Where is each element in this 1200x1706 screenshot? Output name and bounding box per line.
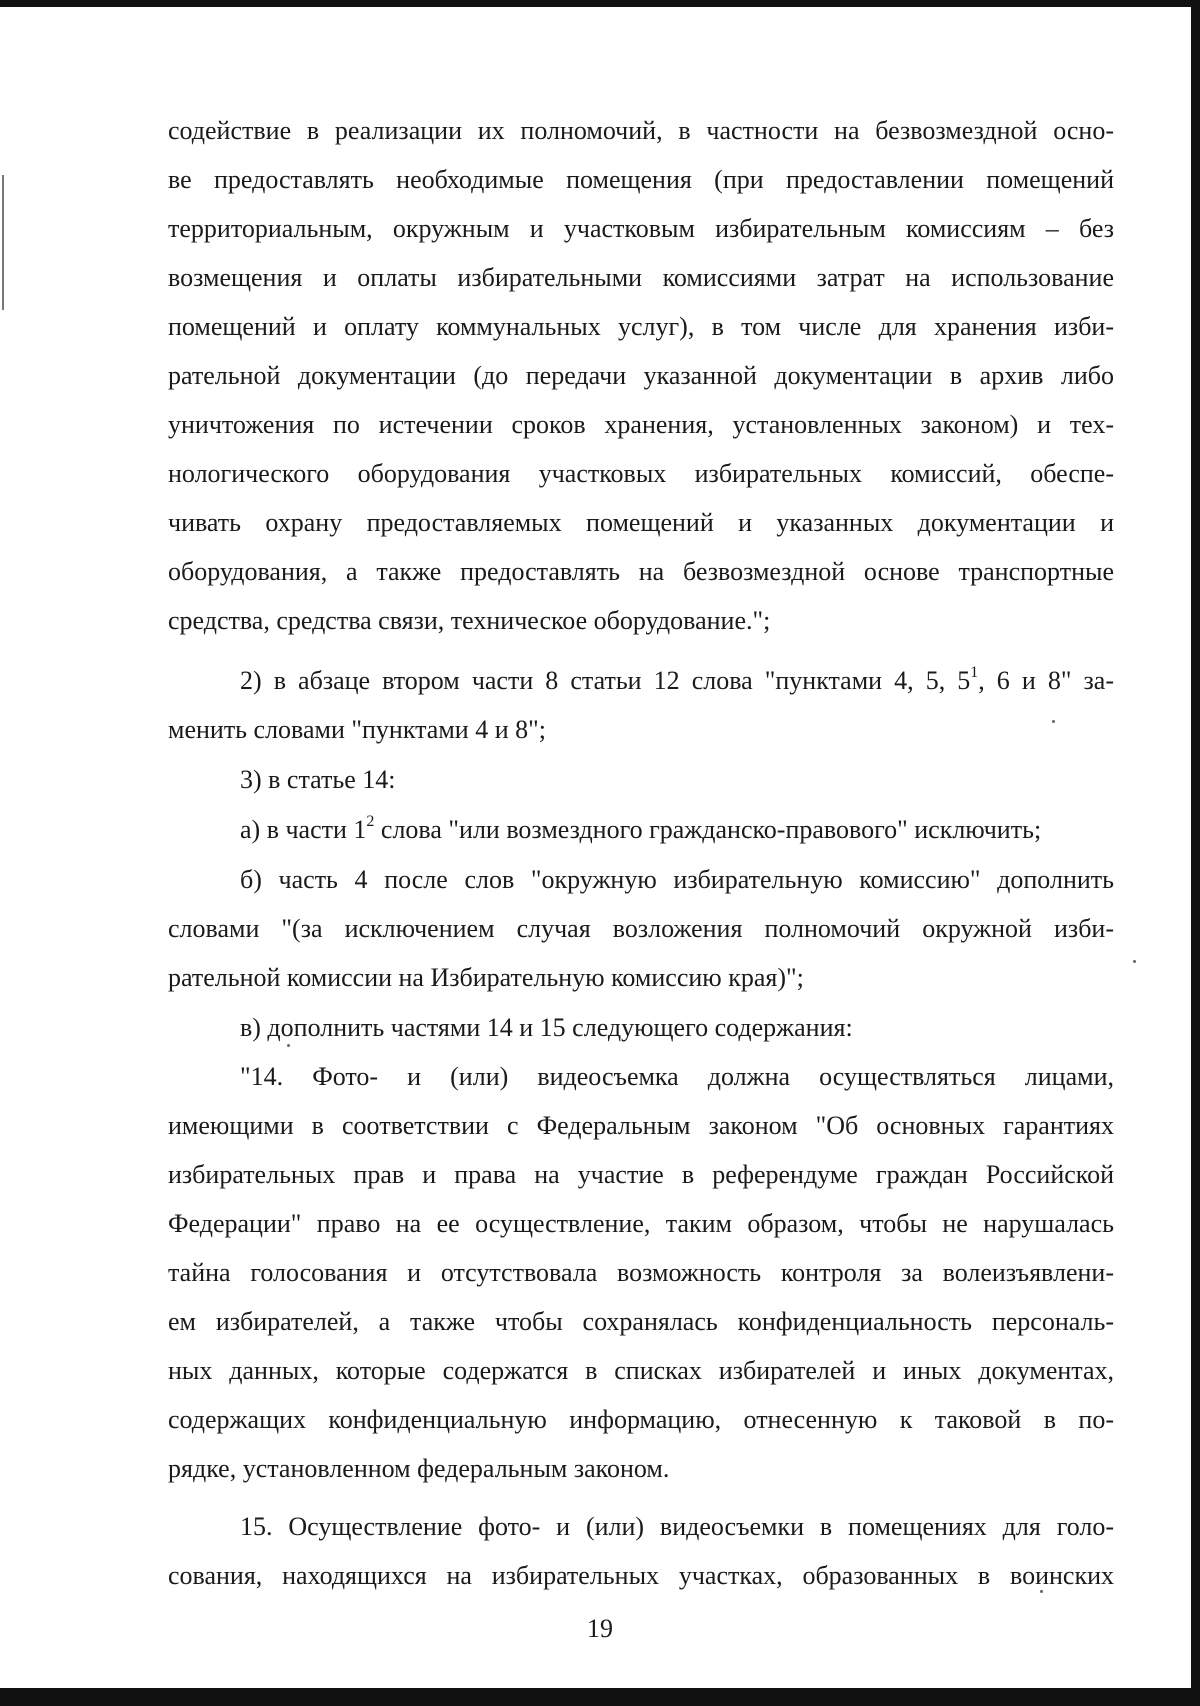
text-line: избирательных прав и права на участие в референдуме граждан Российской	[168, 1160, 1114, 1189]
text-line: 15. Осуществление фото- и (или) видеосъемки в помещениях для голо-	[240, 1512, 1114, 1541]
text-line	[240, 664, 1114, 698]
text-line: тайна голосования и отсутствовала возможность контроля за волеизъявлени-	[168, 1258, 1114, 1287]
text-line: "14. Фото- и (или) видеосъемка должна осуществляться лицами,	[240, 1062, 1114, 1091]
text-line: имеющими в соответствии с Федеральным законом "Об основных гарантиях	[168, 1111, 1114, 1140]
text-line: ем избирателей, а также чтобы сохранялась конфиденциальность персональ-	[168, 1307, 1114, 1336]
superscript: 1	[970, 664, 979, 682]
line-text: а) в части 1	[240, 815, 367, 844]
text-line: оборудования, а также предоставлять на безвозмездной основе транспортные	[168, 557, 1114, 586]
text-line: ных данных, которые содержатся в списках избирателей и иных документах,	[168, 1356, 1114, 1385]
text-line: возмещения и оплаты избирательными комиссиями затрат на использование	[168, 263, 1114, 292]
text-line: средства, средства связи, техническое оборудование.";	[168, 606, 771, 635]
text-line: менить словами "пунктами 4 и 8";	[168, 715, 546, 744]
text-line: словами "(за исключением случая возложения полномочий окружной изби-	[168, 914, 1114, 943]
line-text: слова "или возмездного гражданско-правового" исключить;	[374, 815, 1042, 844]
text-line: сования, находящихся на избирательных участках, образованных в воинских	[168, 1561, 1114, 1590]
text-line: ве предоставлять необходимые помещения (при предоставлении помещений	[168, 165, 1114, 194]
text-line: нологического оборудования участковых избирательных комиссий, обеспе-	[168, 459, 1114, 488]
text-line: чивать охрану предоставляемых помещений и указанных документации и	[168, 508, 1114, 537]
scan-border-right	[1191, 0, 1200, 1706]
text-line: содействие в реализации их полномочий, в частности на безвозмездной осно-	[168, 116, 1114, 145]
text-line: рательной документации (до передачи указанной документации в архив либо	[168, 361, 1114, 390]
scan-border-bottom	[0, 1688, 1200, 1706]
text-line: рядке, установленном федеральным законом.	[168, 1454, 670, 1483]
text-line: б) часть 4 после слов "окружную избирательную комиссию" дополнить	[240, 865, 1114, 894]
text-line: в) дополнить частями 14 и 15 следующего содержания:	[240, 1013, 853, 1042]
text-line: 3) в статье 14:	[240, 765, 396, 794]
line-text: 2) в абзаце втором части 8 статьи 12 слова "пунктами 4, 5, 5	[240, 666, 971, 695]
text-line: содержащих конфиденциальную информацию, отнесенную к таковой в по-	[168, 1405, 1114, 1434]
text-line: Федерации" право на ее осуществление, таким образом, чтобы не нарушалась	[168, 1209, 1114, 1238]
page-number: 19	[587, 1614, 613, 1643]
line-text: , 6 и 8" за-	[978, 666, 1114, 695]
text-line: рательной комиссии на Избирательную комиссию края)";	[168, 963, 804, 992]
scan-mark-left	[2, 175, 4, 310]
superscript: 2	[366, 813, 375, 831]
scan-speck	[1133, 960, 1136, 963]
text-line: помещений и оплату коммунальных услуг), в том числе для хранения изби-	[168, 312, 1114, 341]
scan-border-top	[0, 0, 1200, 7]
text-line: уничтожения по истечении сроков хранения, установленных законом) и тех-	[168, 410, 1114, 439]
text-line	[240, 813, 1114, 847]
text-line: территориальным, окружным и участковым избирательным комиссиям – без	[168, 214, 1114, 243]
